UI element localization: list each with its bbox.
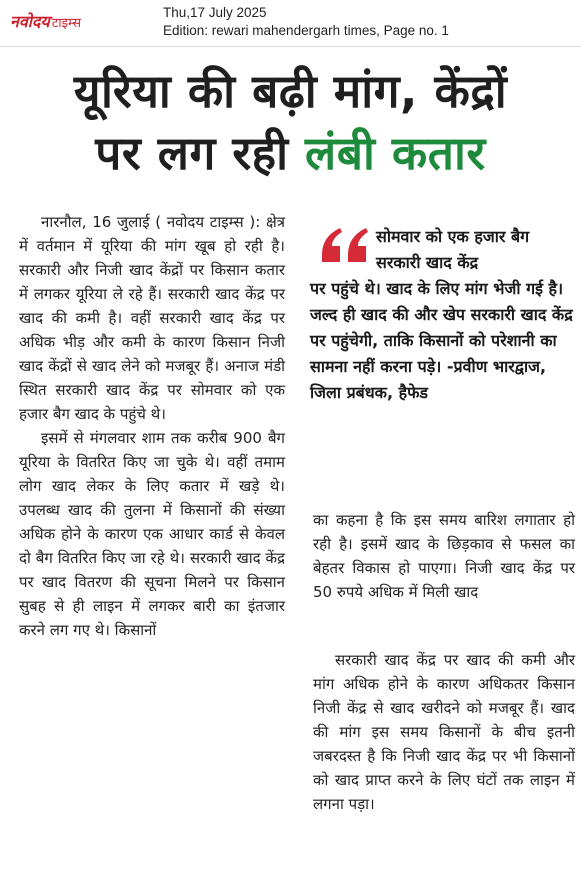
pull-quote-first-line: सोमवार को एक हजार बैग सरकारी खाद केंद्र <box>376 227 530 272</box>
headline <box>0 60 581 184</box>
pull-quote-rest: पर पहुंचे थे। खाद के लिए मांग भेजी गई है। जल्द ही खाद की और खेप सरकारी खाद केंद्र पर पहुंचेगी, ताकि किसानों को परेशानी का सामना नहीं करना पड़े। -प्रवीण भारद्वाज, जिला प्रबंधक, हैफेड <box>310 279 573 402</box>
newspaper-logo <box>10 12 81 32</box>
article-paragraph: इसमें से मंगलवार शाम तक करीब 900 बैग यूरिया के वितरित किए जा चुके थे। वहीं तमाम लोग खाद लेकर के लिए कतार में खड़े थे। उपलब्ध खाद की तुलना में किसानों की संख्या अधिक होने के कारण एक आधार कार्ड से केवल दो बैग वितरित किए जा रहे थे। सरकारी खाद केंद्र पर खाद वितरण की सूचना मिलने पर किसान सुबह से ही लाइन में लगकर बारी का इंतजार करने लग गए थे। किसानों <box>19 429 285 639</box>
article-right-column-bottom <box>313 648 575 816</box>
headline-highlight: लंबी कतार <box>305 126 486 180</box>
logo-text: नवोदय <box>10 12 50 31</box>
edition-page: Edition: rewari mahendergarh times, Page no. 1 <box>163 23 449 38</box>
pull-quote <box>310 224 578 504</box>
logo-subtext: टाइम्स <box>51 16 82 31</box>
quote-mark-icon <box>314 212 374 272</box>
masthead-divider <box>0 46 581 47</box>
article-paragraph: सरकारी खाद केंद्र पर खाद की कमी और मांग अधिक होने के कारण अधिकतर किसान निजी केंद्र से खाद खरीदने को मजबूर हैं। खाद की मांग इस समय किसानों के बीच इतनी जबरदस्त है कि निजी खाद केंद्र पर भी किसानों को खाद प्राप्त करने के लिए घंटों तक लाइन में लगना पड़ा। <box>313 651 575 813</box>
publication-date: Thu,17 July 2025 <box>163 5 267 20</box>
article-right-column-top <box>313 508 575 604</box>
headline-text: पर लग रही <box>95 126 289 180</box>
masthead <box>0 0 581 44</box>
headline-line-1: यूरिया की बढ़ी मांग, केंद्रों <box>73 64 508 118</box>
article-left-column <box>19 210 285 875</box>
edition-info <box>163 4 449 40</box>
article-paragraph: का कहना है कि इस समय बारिश लगातार हो रही है। इसमें खाद के छिड़काव से फसल का बेहतर विकास हो पाएगा। निजी खाद केंद्र पर 50 रुपये अधिक में मिली खाद <box>313 511 575 601</box>
article-paragraph: नारनौल, 16 जुलाई ( नवोदय टाइम्स ): क्षेत्र में वर्तमान में यूरिया की मांग खूब हो रही है। सरकारी और निजी खाद केंद्रों पर किसान कतार में लगकर यूरिया ले रहे हैं। सरकारी खाद केंद्र पर खाद की कमी है। वहीं सरकारी खाद केंद्र पर अधिक भीड़ और कमी के कारण किसान निजी खाद केंद्रों से खाद लेने को मजबूर हैं। अनाज मंडी स्थित सरकारी खाद केंद्र पर सोमवार को एक हजार बैग खाद के पहुंचे थे। <box>19 213 285 423</box>
headline-line-2 <box>0 122 581 184</box>
